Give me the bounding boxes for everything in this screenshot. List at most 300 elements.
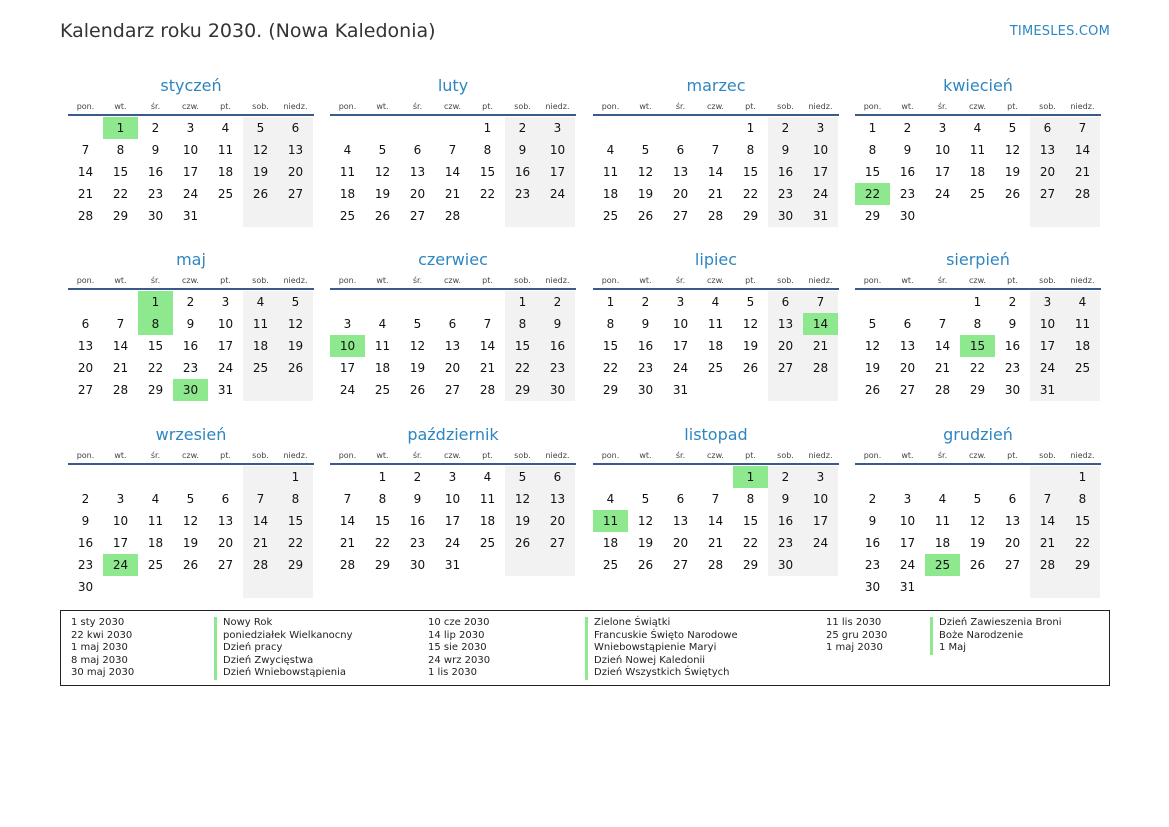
weekday-label: niedz. <box>283 275 308 285</box>
day-cell: 4 <box>221 121 230 135</box>
day-cell: 6 <box>768 291 803 313</box>
month-name: sierpień <box>946 250 1010 269</box>
day-cell: 7 <box>448 143 457 157</box>
weekday-label: czw. <box>707 450 724 460</box>
empty-day-cell <box>768 379 803 401</box>
month-calendar <box>593 73 839 227</box>
day-cell: 15 <box>479 165 496 179</box>
empty-day-cell <box>960 576 995 598</box>
day-cell: 23 <box>899 187 916 201</box>
month-calendar <box>330 73 576 227</box>
day-cell: 20 <box>768 335 803 357</box>
weekday-label: śr. <box>150 450 161 460</box>
empty-day-cell <box>1065 576 1100 598</box>
day-cell: 22 <box>479 187 496 201</box>
weekday-label: pon. <box>76 450 95 460</box>
day-cell: 1 <box>868 121 877 135</box>
day-cell: 5 <box>186 492 195 506</box>
day-cell: 5 <box>973 492 982 506</box>
day-cell: 11 <box>707 317 724 331</box>
day-cell: 7 <box>116 317 125 331</box>
month-name: listopad <box>684 425 748 444</box>
day-cell: 11 <box>602 165 619 179</box>
day-cell: 30 <box>864 580 881 594</box>
day-cell: 30 <box>637 383 654 397</box>
empty-day-cell <box>663 466 698 488</box>
day-cell: 7 <box>1030 488 1065 510</box>
day-cell: 4 <box>483 470 492 484</box>
month-name: wrzesień <box>155 425 227 444</box>
day-cell: 22 <box>374 536 391 550</box>
day-cell: 10 <box>217 317 234 331</box>
day-cell: 24 <box>182 187 199 201</box>
day-cell: 3 <box>186 121 195 135</box>
day-cell: 9 <box>413 492 422 506</box>
empty-day-cell <box>855 291 890 313</box>
weekday-header <box>330 98 576 116</box>
day-cell: 28 <box>1030 554 1065 576</box>
holiday-name: Dzień Wniebowstąpienia <box>214 667 353 680</box>
weekday-label: czw. <box>182 101 199 111</box>
day-cell: 17 <box>672 339 689 353</box>
day-cell: 11 <box>1065 313 1100 335</box>
weekday-label: niedz. <box>545 275 570 285</box>
day-cell: 18 <box>339 187 356 201</box>
empty-day-cell <box>243 466 278 488</box>
weekday-label: śr. <box>150 275 161 285</box>
day-cell: 20 <box>672 187 689 201</box>
holiday-day-cell: 15 <box>960 335 995 357</box>
day-cell: 19 <box>1004 165 1021 179</box>
holiday-name: 1 Maj <box>930 642 1062 655</box>
weekday-label: śr. <box>675 275 686 285</box>
day-cell: 24 <box>540 183 575 205</box>
weekday-header <box>330 272 576 290</box>
empty-day-cell <box>208 466 243 488</box>
weekday-label: pt. <box>1007 450 1018 460</box>
day-cell: 29 <box>969 383 986 397</box>
empty-day-cell <box>470 554 505 576</box>
day-cell: 19 <box>182 536 199 550</box>
day-cell: 29 <box>374 558 391 572</box>
day-cell: 2 <box>768 466 803 488</box>
empty-day-cell <box>330 466 365 488</box>
day-cell: 12 <box>969 514 986 528</box>
day-cell: 30 <box>1004 383 1021 397</box>
weekday-label: sob. <box>777 450 794 460</box>
day-cell: 24 <box>444 536 461 550</box>
empty-day-cell <box>68 466 103 488</box>
month-name: luty <box>437 76 469 95</box>
empty-day-cell <box>103 291 138 313</box>
day-cell: 26 <box>637 209 654 223</box>
empty-day-cell <box>330 291 365 313</box>
weekday-header <box>330 447 576 465</box>
empty-day-cell <box>890 291 925 313</box>
weekday-label: sob. <box>514 275 531 285</box>
day-cell: 26 <box>1004 187 1021 201</box>
weekday-header <box>855 98 1101 116</box>
day-cell: 17 <box>803 510 838 532</box>
day-cell: 11 <box>479 492 496 506</box>
day-cell: 29 <box>112 209 129 223</box>
weekday-label: czw. <box>969 101 986 111</box>
holiday-day-cell: 1 <box>733 466 768 488</box>
day-cell: 7 <box>803 291 838 313</box>
day-cell: 18 <box>147 536 164 550</box>
weekday-label: śr. <box>937 101 948 111</box>
holidays-legend <box>60 610 1110 686</box>
day-cell: 27 <box>278 183 313 205</box>
empty-day-cell <box>138 576 173 598</box>
day-cell: 15 <box>742 165 759 179</box>
day-cell: 6 <box>221 492 230 506</box>
weekday-label: pon. <box>338 450 357 460</box>
day-cell: 31 <box>803 205 838 227</box>
day-cell: 18 <box>602 536 619 550</box>
day-cell: 10 <box>672 317 689 331</box>
weekday-header <box>68 98 314 116</box>
day-cell: 24 <box>339 383 356 397</box>
day-cell: 12 <box>637 514 654 528</box>
weekday-label: pon. <box>863 450 882 460</box>
day-cell: 9 <box>641 317 650 331</box>
day-cell: 18 <box>969 165 986 179</box>
empty-day-cell <box>138 466 173 488</box>
day-cell: 25 <box>243 357 278 379</box>
empty-day-cell <box>925 466 960 488</box>
empty-day-cell <box>925 205 960 227</box>
day-cell: 16 <box>637 339 654 353</box>
day-cell: 1 <box>606 295 615 309</box>
day-cell: 18 <box>243 335 278 357</box>
day-cell: 19 <box>969 536 986 550</box>
day-cell: 2 <box>768 117 803 139</box>
holiday-day-cell: 14 <box>803 313 838 335</box>
day-cell: 11 <box>969 143 986 157</box>
day-cell: 13 <box>409 165 426 179</box>
empty-day-cell <box>628 466 663 488</box>
day-cell: 30 <box>147 209 164 223</box>
day-grid <box>855 291 1100 401</box>
day-grid <box>330 117 575 227</box>
empty-day-cell <box>365 117 400 139</box>
empty-day-cell <box>243 379 278 401</box>
empty-day-cell <box>68 291 103 313</box>
day-cell: 27 <box>1030 183 1065 205</box>
day-cell: 20 <box>217 536 234 550</box>
holiday-date: 14 lip 2030 <box>428 629 485 641</box>
weekday-label: sob. <box>252 101 269 111</box>
day-cell: 19 <box>864 361 881 375</box>
holiday-date: 1 sty 2030 <box>71 617 125 628</box>
day-grid <box>68 466 313 598</box>
day-cell: 28 <box>707 558 724 572</box>
empty-day-cell <box>628 117 663 139</box>
day-cell: 1 <box>746 121 755 135</box>
empty-day-cell <box>663 117 698 139</box>
empty-day-cell <box>733 379 768 401</box>
day-cell: 17 <box>339 361 356 375</box>
month-calendar <box>68 422 314 598</box>
weekday-label: pon. <box>863 275 882 285</box>
day-cell: 10 <box>112 514 129 528</box>
weekday-label: pon. <box>601 275 620 285</box>
month-calendar <box>593 422 839 576</box>
day-cell: 13 <box>672 514 689 528</box>
day-cell: 2 <box>186 295 195 309</box>
day-cell: 21 <box>339 536 356 550</box>
empty-day-cell <box>593 466 628 488</box>
day-cell: 22 <box>602 361 619 375</box>
day-cell: 13 <box>77 339 94 353</box>
day-cell: 4 <box>343 143 352 157</box>
day-cell: 8 <box>378 492 387 506</box>
empty-day-cell <box>803 554 838 576</box>
day-cell: 24 <box>803 183 838 205</box>
day-cell: 22 <box>1065 532 1100 554</box>
empty-day-cell <box>995 466 1030 488</box>
day-cell: 25 <box>969 187 986 201</box>
month-name: lipiec <box>694 250 738 269</box>
day-cell: 29 <box>864 209 881 223</box>
month-name: czerwiec <box>418 250 488 269</box>
day-cell: 23 <box>505 183 540 205</box>
day-cell: 4 <box>1065 291 1100 313</box>
weekday-label: czw. <box>444 275 461 285</box>
empty-day-cell <box>1030 466 1065 488</box>
day-cell: 24 <box>899 558 916 572</box>
day-cell: 11 <box>374 339 391 353</box>
holiday-date: 15 sie 2030 <box>428 642 487 653</box>
day-cell: 26 <box>864 383 881 397</box>
day-cell: 18 <box>217 165 234 179</box>
weekday-label: śr. <box>412 450 423 460</box>
weekday-label: pt. <box>745 101 756 111</box>
day-cell: 19 <box>505 510 540 532</box>
holiday-day-cell: 25 <box>925 554 960 576</box>
day-cell: 28 <box>77 209 94 223</box>
month-calendar <box>68 247 314 401</box>
weekday-header <box>593 272 839 290</box>
day-cell: 20 <box>899 361 916 375</box>
empty-day-cell <box>470 205 505 227</box>
day-cell: 7 <box>711 143 720 157</box>
day-cell: 3 <box>803 466 838 488</box>
empty-day-cell <box>995 576 1030 598</box>
day-cell: 26 <box>409 383 426 397</box>
empty-day-cell <box>995 205 1030 227</box>
day-cell: 10 <box>182 143 199 157</box>
day-cell: 16 <box>77 536 94 550</box>
empty-day-cell <box>68 117 103 139</box>
month-name: maj <box>176 250 206 269</box>
weekday-header <box>68 272 314 290</box>
day-cell: 28 <box>243 554 278 576</box>
day-cell: 20 <box>540 510 575 532</box>
holiday-date: 11 lis 2030 <box>826 617 882 628</box>
day-cell: 31 <box>182 209 199 223</box>
day-cell: 16 <box>182 339 199 353</box>
day-cell: 2 <box>641 295 650 309</box>
day-cell: 3 <box>938 121 947 135</box>
day-cell: 7 <box>1065 117 1100 139</box>
legend-dates-column <box>71 617 134 680</box>
day-cell: 12 <box>374 165 391 179</box>
day-cell: 17 <box>217 339 234 353</box>
day-cell: 29 <box>742 558 759 572</box>
day-cell: 14 <box>444 165 461 179</box>
day-cell: 23 <box>182 361 199 375</box>
legend-names-column <box>214 617 353 680</box>
day-cell: 6 <box>676 492 685 506</box>
day-cell: 9 <box>81 514 90 528</box>
empty-day-cell <box>803 379 838 401</box>
empty-day-cell <box>435 117 470 139</box>
day-cell: 17 <box>803 161 838 183</box>
month-name: kwiecień <box>943 76 1013 95</box>
day-cell: 17 <box>444 514 461 528</box>
day-cell: 2 <box>505 117 540 139</box>
day-cell: 6 <box>278 117 313 139</box>
brand-link[interactable]: TIMESLES.COM <box>1009 24 1110 39</box>
day-cell: 21 <box>707 187 724 201</box>
weekday-label: wt. <box>376 275 389 285</box>
month-name: październik <box>407 425 499 444</box>
day-cell: 8 <box>278 488 313 510</box>
day-cell: 2 <box>1008 295 1017 309</box>
day-cell: 1 <box>483 121 492 135</box>
day-cell: 10 <box>803 139 838 161</box>
day-cell: 26 <box>243 183 278 205</box>
empty-day-cell <box>400 291 435 313</box>
day-cell: 31 <box>217 383 234 397</box>
day-cell: 12 <box>409 339 426 353</box>
day-grid <box>330 466 575 576</box>
weekday-label: czw. <box>182 450 199 460</box>
weekday-label: wt. <box>114 275 127 285</box>
day-cell: 22 <box>112 187 129 201</box>
weekday-label: pt. <box>482 275 493 285</box>
weekday-label: pt. <box>220 275 231 285</box>
day-cell: 2 <box>413 470 422 484</box>
holiday-name: Wniebowstąpienie Maryi <box>585 642 738 655</box>
empty-day-cell <box>330 117 365 139</box>
day-cell: 26 <box>969 558 986 572</box>
day-cell: 9 <box>768 488 803 510</box>
day-cell: 10 <box>1030 313 1065 335</box>
day-cell: 16 <box>768 510 803 532</box>
day-cell: 28 <box>339 558 356 572</box>
holiday-date: 22 kwi 2030 <box>71 629 133 641</box>
day-cell: 12 <box>182 514 199 528</box>
day-cell: 20 <box>278 161 313 183</box>
day-cell: 15 <box>374 514 391 528</box>
weekday-label: wt. <box>376 450 389 460</box>
empty-day-cell <box>960 466 995 488</box>
day-grid <box>68 291 313 401</box>
weekday-label: wt. <box>639 101 652 111</box>
empty-day-cell <box>208 205 243 227</box>
empty-day-cell <box>435 291 470 313</box>
day-grid <box>593 466 838 576</box>
empty-day-cell <box>925 576 960 598</box>
empty-day-cell <box>698 117 733 139</box>
day-cell: 6 <box>903 317 912 331</box>
day-cell: 27 <box>409 209 426 223</box>
day-cell: 7 <box>81 143 90 157</box>
day-cell: 2 <box>540 291 575 313</box>
day-cell: 22 <box>147 361 164 375</box>
holiday-date: 1 maj 2030 <box>71 642 128 653</box>
day-cell: 1 <box>378 470 387 484</box>
empty-day-cell <box>593 117 628 139</box>
weekday-label: sob. <box>252 450 269 460</box>
day-cell: 23 <box>77 558 94 572</box>
day-cell: 7 <box>483 317 492 331</box>
weekday-label: wt. <box>901 101 914 111</box>
empty-day-cell <box>278 576 313 598</box>
empty-day-cell <box>103 466 138 488</box>
day-cell: 13 <box>217 514 234 528</box>
day-cell: 18 <box>374 361 391 375</box>
day-cell: 4 <box>606 143 615 157</box>
day-cell: 20 <box>672 536 689 550</box>
day-cell: 8 <box>606 317 615 331</box>
day-cell: 4 <box>378 317 387 331</box>
day-cell: 16 <box>1004 339 1021 353</box>
month-name: styczeń <box>160 76 222 95</box>
day-cell: 18 <box>707 339 724 353</box>
weekday-label: pt. <box>482 101 493 111</box>
legend-names-column <box>930 617 1062 655</box>
empty-day-cell <box>890 466 925 488</box>
day-cell: 8 <box>116 143 125 157</box>
day-cell: 22 <box>742 536 759 550</box>
weekday-label: czw. <box>182 275 199 285</box>
holiday-date: 25 gru 2030 <box>826 629 888 641</box>
day-cell: 26 <box>278 357 313 379</box>
holiday-day-cell: 24 <box>103 554 138 576</box>
empty-day-cell <box>925 291 960 313</box>
day-cell: 4 <box>973 121 982 135</box>
weekday-label: wt. <box>639 450 652 460</box>
day-cell: 23 <box>768 532 803 554</box>
day-cell: 21 <box>444 187 461 201</box>
empty-day-cell <box>243 205 278 227</box>
day-cell: 20 <box>409 187 426 201</box>
day-cell: 5 <box>243 117 278 139</box>
day-cell: 30 <box>77 580 94 594</box>
day-cell: 20 <box>444 361 461 375</box>
day-cell: 2 <box>151 121 160 135</box>
day-cell: 28 <box>1065 183 1100 205</box>
day-cell: 14 <box>1030 510 1065 532</box>
day-cell: 4 <box>606 492 615 506</box>
empty-day-cell <box>960 205 995 227</box>
day-cell: 28 <box>479 383 496 397</box>
weekday-label: śr. <box>675 450 686 460</box>
day-cell: 7 <box>938 317 947 331</box>
day-cell: 12 <box>864 339 881 353</box>
month-calendar <box>593 247 839 401</box>
empty-day-cell <box>1065 379 1100 401</box>
day-cell: 17 <box>899 536 916 550</box>
day-cell: 3 <box>116 492 125 506</box>
empty-day-cell <box>173 576 208 598</box>
day-cell: 12 <box>278 313 313 335</box>
day-cell: 27 <box>672 209 689 223</box>
